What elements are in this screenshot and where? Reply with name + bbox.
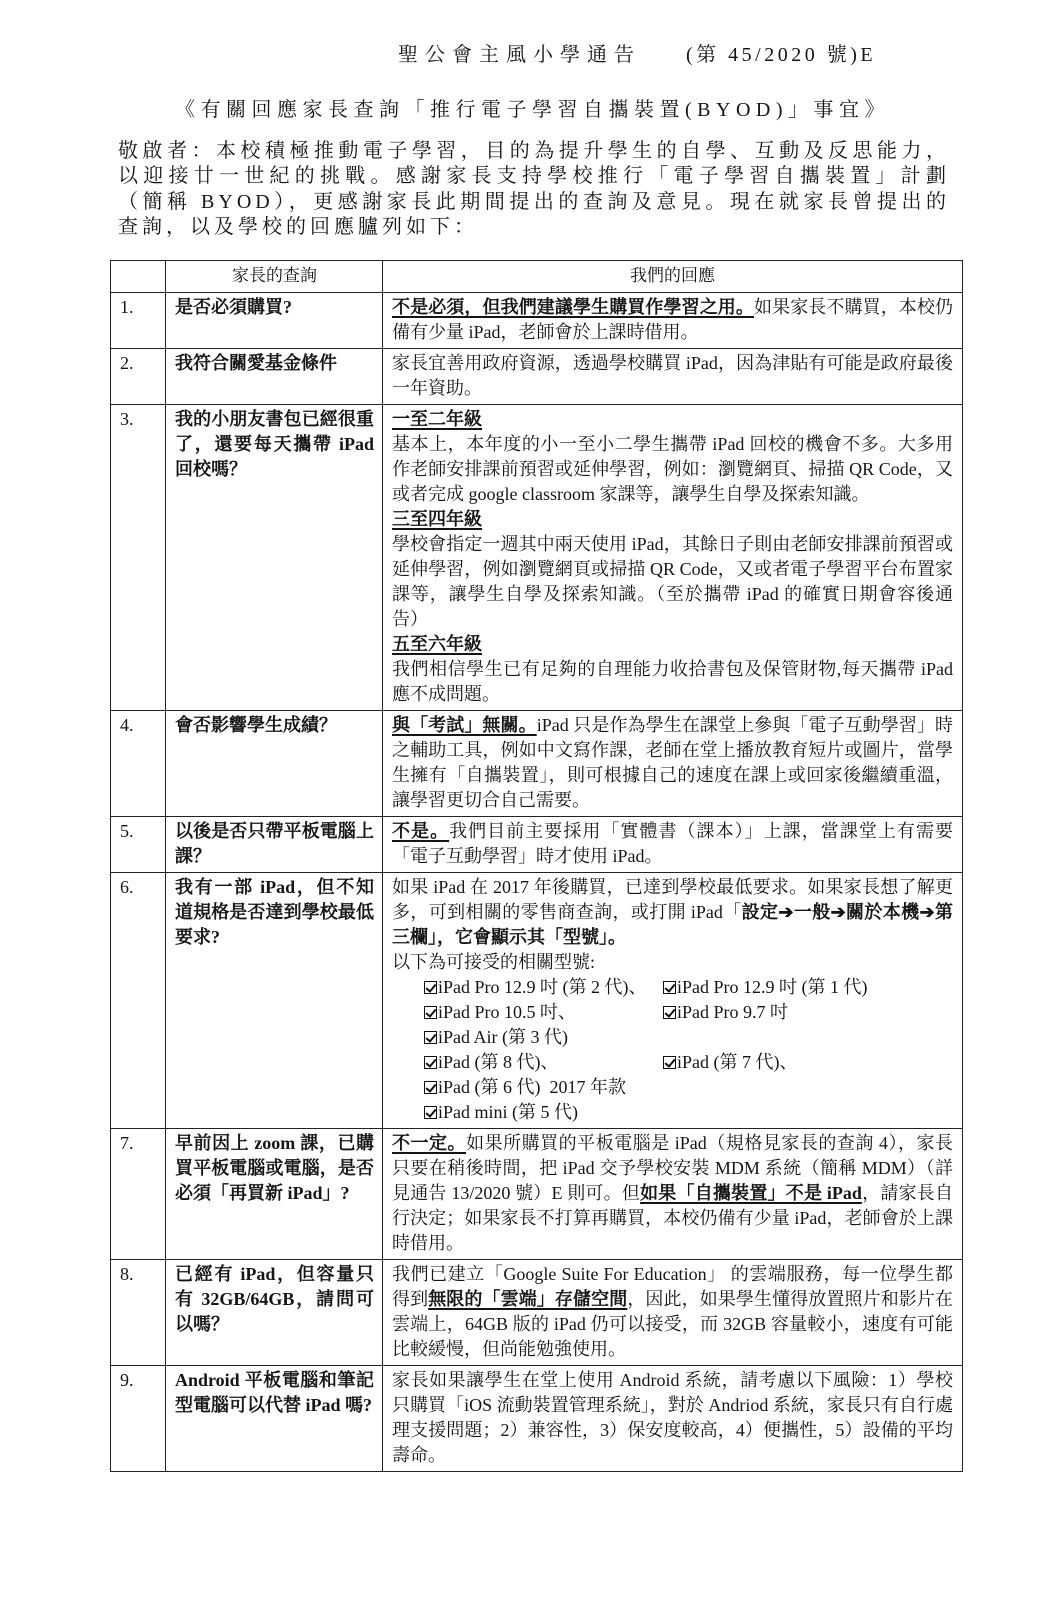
school-response (383, 1129, 963, 1260)
model-name: iPad Air (第 3 代) (438, 1027, 568, 1047)
parent-query: 我符合關愛基金條件 (166, 349, 383, 405)
school-response (383, 405, 963, 711)
settings-path: 設定➔一般➔關於本機➔第三欄」，它會顯示其「型號」。 (392, 902, 953, 947)
response-text: 家長宜善用政府資源，透過學校購買 iPad，因為津貼有可能是政府最後一年資助。 (392, 353, 953, 398)
response-text: 如果 iPad 在 2017 年後購買，已達到學校最低要求。如果家長想了解更多，可到相關的零售商查詢，或打開 iPad「 (392, 877, 953, 922)
parent-query: 已經有 iPad，但容量只有 32GB/64GB，請問可以嗎？ (166, 1260, 383, 1366)
school-response (383, 1366, 963, 1472)
model-line (424, 1050, 953, 1075)
response-text: 家長如果讓學生在堂上使用 Android 系統，請考慮以下風險：1）學校只購買「iOS 流動裝置管理系統」，對於 Andriod 系統，家長只有自行處理支援問題；2）兼容性，3）保安度較高，4）便攜性，5）設備的平均壽命。 (392, 1370, 953, 1465)
parent-query: 是否必須購買? (166, 293, 383, 349)
grade-heading: 三至四年級 (392, 509, 482, 529)
row-number: 2. (111, 349, 166, 405)
model-item (663, 1000, 953, 1025)
row-number: 9. (111, 1366, 166, 1472)
intro-paragraph: 敬啟者：本校積極推動電子學習，目的為提升學生的自學、互動及反思能力，以迎接廿一世紀的挑戰。感謝家長支持學校推行「電子學習自攜裝置」計劃（簡稱 BYOD），更感謝家長此期間提出的查詢及意見。現在就家長曾提出的查詢，以及學校的回應臚列如下： (118, 140, 950, 238)
response-emphasis: 與「考試」無關。 (392, 715, 537, 735)
checked-checkbox-icon (663, 1056, 676, 1069)
school-response (383, 873, 963, 1129)
model-item (424, 1075, 663, 1100)
response-text: 如果家長不購買，本校仍備有少量 iPad，老師會於上課時借用。 (392, 297, 953, 342)
response-paragraph (392, 875, 953, 950)
parent-query: Android 平板電腦和筆記型電腦可以代替 iPad 嗎? (166, 1366, 383, 1472)
model-line (424, 1025, 953, 1050)
table-row (111, 711, 963, 817)
model-item (424, 975, 663, 1000)
checked-checkbox-icon (424, 1106, 437, 1119)
checked-checkbox-icon (663, 1006, 676, 1019)
model-name: iPad mini (第 5 代) (438, 1102, 578, 1122)
row-number: 1. (111, 293, 166, 349)
grade-section (392, 407, 953, 507)
model-item (424, 1025, 663, 1050)
table-header-row (111, 261, 963, 293)
table-row (111, 873, 963, 1129)
model-line (424, 1100, 953, 1125)
parent-query: 早前因上 zoom 課，已購買平板電腦或電腦，是否必須「再買新 iPad」? (166, 1129, 383, 1260)
header-cell-response: 我們的回應 (383, 261, 963, 293)
document-title: 《有關回應家長查詢「推行電子學習自攜裝置(BYOD)」事宜》 (175, 99, 890, 121)
notice-number: (第 45/2020 號)E (686, 44, 877, 66)
checked-checkbox-icon (424, 981, 437, 994)
school-response (383, 1260, 963, 1366)
row-number: 5. (111, 817, 166, 873)
model-item (424, 1000, 663, 1025)
checked-checkbox-icon (424, 1056, 437, 1069)
response-emphasis: 不是。 (392, 821, 450, 841)
model-line (424, 1075, 953, 1100)
model-name: iPad Pro 12.9 吋 (第 1 代) (677, 977, 868, 997)
table-row (111, 1366, 963, 1472)
grade-heading: 五至六年級 (392, 634, 482, 654)
grade-heading: 一至二年級 (392, 409, 482, 429)
grade-section (392, 507, 953, 632)
header-cell-query: 家長的查詢 (166, 261, 383, 293)
model-name: iPad Pro 9.7 吋 (677, 1002, 789, 1022)
checked-checkbox-icon (424, 1006, 437, 1019)
grade-section (392, 632, 953, 707)
checked-checkbox-icon (424, 1031, 437, 1044)
row-number: 3. (111, 405, 166, 711)
model-item (663, 975, 953, 1000)
model-item (663, 1050, 953, 1075)
notice-header (398, 42, 876, 68)
model-name: iPad (第 6 代) 2017 年款 (438, 1077, 626, 1097)
response-emphasis: 無限的「雲端」存儲空間 (428, 1289, 628, 1309)
grade-text: 我們相信學生已有足夠的自理能力收拾書包及保管財物,每天攜帶 iPad 應不成問題。 (392, 659, 953, 704)
table-row (111, 1129, 963, 1260)
header-cell-number (111, 261, 166, 293)
response-emphasis: 不是必須，但我們建議學生購買作學習之用。 (392, 297, 754, 317)
table-row (111, 349, 963, 405)
school-response (383, 293, 963, 349)
parent-query: 我有一部 iPad，但不知道規格是否達到學校最低要求? (166, 873, 383, 1129)
model-item (424, 1050, 663, 1075)
response-text: 我們已建立「Google Suite For Education」 的雲端服務，每一位學生都得到 (392, 1264, 953, 1309)
checked-checkbox-icon (424, 1081, 437, 1094)
parent-query: 會否影響學生成績？ (166, 711, 383, 817)
row-number: 7. (111, 1129, 166, 1260)
table-row (111, 1260, 963, 1366)
school-response (383, 817, 963, 873)
model-item (424, 1100, 663, 1125)
grade-text: 基本上，本年度的小一至小二學生攜帶 iPad 回校的機會不多。大多用作老師安排課前預習或延伸學習，例如：瀏覽網頁、掃描 QR Code，又或者完成 google classroom 家課等，讓學生自學及探索知識。 (392, 434, 953, 504)
model-name: iPad Pro 10.5 吋、 (438, 1002, 577, 1022)
model-name: iPad (第 8 代)、 (438, 1052, 559, 1072)
parent-query: 我的小朋友書包已經很重了，還要每天攜帶 iPad 回校嗎？ (166, 405, 383, 711)
school-notice-heading: 聖公會主風小學通告 (398, 44, 641, 66)
parent-query: 以後是否只帶平板電腦上課？ (166, 817, 383, 873)
row-number: 8. (111, 1260, 166, 1366)
table-row (111, 293, 963, 349)
response-emphasis: 如果「自攜裝置」不是 iPad (640, 1183, 862, 1203)
response-text: ，請家長自行決定；如果家長不打算再購買，本校仍備有少量 iPad，老師會於上課時借用。 (392, 1183, 953, 1253)
checked-checkbox-icon (663, 981, 676, 994)
model-name: iPad Pro 12.9 吋 (第 2 代)、 (438, 977, 647, 997)
table-row (111, 817, 963, 873)
model-name: iPad (第 7 代)、 (677, 1052, 798, 1072)
grade-text: 學校會指定一週其中兩天使用 iPad，其餘日子則由老師安排課前預習或延伸學習，例如瀏覽網頁或掃描 QR Code，又或者電子學習平台布置家課等，讓學生自學及探索知識。（至於攜帶 iPad 的確實日期會容後通告） (392, 534, 953, 629)
school-response (383, 711, 963, 817)
response-text: 如果所購買的平板電腦是 iPad（規格見家長的查詢 4），家長只要在稍後時間，把 iPad 交予學校安裝 MDM 系統（簡稱 MDM）（詳見通告 13/2020 號）E 則可。但 (392, 1133, 954, 1203)
response-text: 我們目前主要採用「實體書（課本）」上課，當課堂上有需要「電子互動學習」時才使用 iPad。 (392, 821, 954, 866)
row-number: 6. (111, 873, 166, 1129)
row-number: 4. (111, 711, 166, 817)
response-text: ，因此，如果學生懂得放置照片和影片在雲端上，64GB 版的 iPad 仍可以接受，而 32GB 容量較小，速度有可能比較緩慢，但尚能勉強使用。 (392, 1289, 954, 1359)
faq-table (110, 260, 963, 1472)
model-line (424, 975, 953, 1000)
accepted-models-list (392, 975, 953, 1125)
models-label: 以下為可接受的相關型號: (392, 952, 595, 972)
response-emphasis: 不一定。 (392, 1133, 467, 1153)
model-line (424, 1000, 953, 1025)
table-row (111, 405, 963, 711)
school-response (383, 349, 963, 405)
response-text: iPad 只是作為學生在課堂上參與「電子互動學習」時之輔助工具，例如中文寫作課，老師在堂上播放教育短片或圖片，當學生擁有「自攜裝置」，則可根據自己的速度在課上或回家後繼續重溫，讓學習更切合自己需要。 (392, 715, 954, 810)
